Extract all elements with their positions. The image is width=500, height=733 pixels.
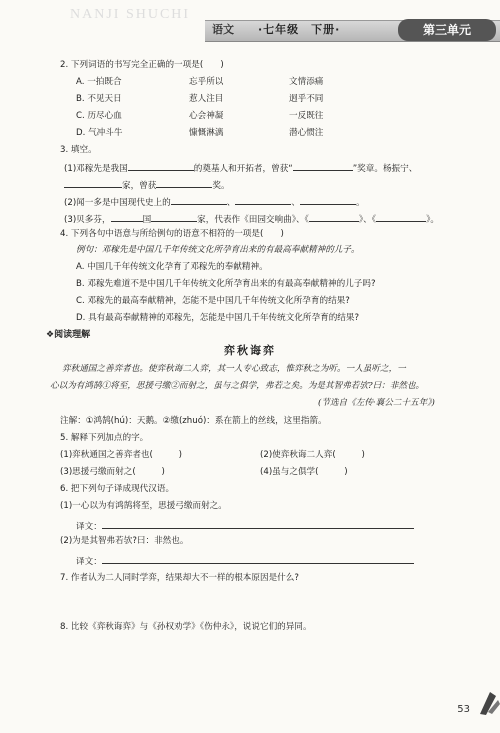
q2-option-c: C. 历尽心血 心会神凝 一反既往 bbox=[76, 111, 324, 121]
q3-line-1: (1)邓稼先是我国 的奠基人和开拓者，曾获“ ”奖章。杨振宁、 bbox=[64, 161, 417, 175]
q8-stem: 8. 比较《弈秋诲弈》与《孙权劝学》《伤仲永》，说说它们的异同。 bbox=[60, 622, 312, 632]
grade-label: ·七年级 下册· bbox=[258, 23, 341, 36]
q6-answer-line-2: 译文： bbox=[76, 554, 414, 568]
q2-option-d: D. 气冲斗牛 慷慨淋漓 潜心惯注 bbox=[76, 128, 324, 138]
translation-input[interactable] bbox=[102, 519, 414, 529]
q4-option-d: D. 具有最高奉献精神的邓稼先，怎能是中国几千年传统文化所孕育的结果? bbox=[76, 313, 360, 323]
fill-blank[interactable] bbox=[171, 195, 227, 205]
q6-sentence-2: (2)为是其智弗若欤?曰：非然也。 bbox=[60, 536, 189, 546]
q2-stem: 2. 下列词语的书写完全正确的一项是( ) bbox=[60, 60, 224, 70]
passage-line-1: 弈秋通国之善弈者也。使弈秋诲二人弈，其一人专心致志，惟弈秋之为听。一人虽听之，一 bbox=[62, 364, 406, 374]
unit-badge: 第三单元 bbox=[398, 19, 496, 41]
passage-note: 注解：①鸿鹄(hú)：天鹅。②缴(zhuó)：系在箭上的丝线，这里指箭。 bbox=[60, 416, 327, 426]
q6-sentence-1: (1)一心以为有鸿鹄将至，思援弓缴而射之。 bbox=[60, 501, 227, 511]
page-header bbox=[0, 0, 500, 44]
passage-title: 弈秋诲弈 bbox=[224, 344, 276, 357]
watermark: NANJI SHUCHI bbox=[70, 7, 191, 22]
fill-blank[interactable] bbox=[111, 212, 143, 222]
q5-stem: 5. 解释下列加点的字。 bbox=[60, 433, 149, 443]
subject-label: 语文 bbox=[212, 23, 234, 36]
fill-blank[interactable] bbox=[128, 161, 194, 171]
fill-blank[interactable] bbox=[156, 178, 212, 188]
q2-option-b: B. 不见天日 惹人注目 迥乎不同 bbox=[76, 94, 324, 104]
q3-line-4: (3)贝多芬， 国 家，代表作《田园交响曲》、《 》、《 》。 bbox=[64, 212, 439, 226]
passage-line-2: 心以为有鸿鹄①将至，思援弓缴②而射之，虽与之俱学，弗若之矣。为是其智弗若欤?曰：非然也。 bbox=[50, 381, 425, 391]
q5-item-1: (1)弈秋通国之善弈者也( ) bbox=[60, 450, 183, 460]
q6-answer-line-1: 译文： bbox=[76, 519, 414, 533]
page-corner-decoration bbox=[476, 686, 500, 716]
q3-stem: 3. 填空。 bbox=[60, 145, 97, 155]
q5-item-3: (3)思援弓缴而射之( ) bbox=[60, 467, 165, 477]
fill-blank[interactable] bbox=[293, 161, 353, 171]
q3-line-2: 家，曾获 奖。 bbox=[64, 178, 230, 192]
translation-input[interactable] bbox=[102, 554, 414, 564]
q3-line-3: (2)闻一多是中国现代史上的 、 、 。 bbox=[64, 195, 365, 209]
q5-item-4: (4)虽与之俱学( ) bbox=[260, 467, 348, 477]
q2-option-a: A. 一拍既合 忘乎所以 文情添痛 bbox=[76, 77, 324, 87]
q4-option-a: A. 中国几千年传统文化孕育了邓稼先的奉献精神。 bbox=[76, 262, 268, 272]
fill-blank[interactable] bbox=[309, 212, 359, 222]
q4-stem: 4. 下列各句中语意与所给例句的语意不相符的一项是( ) bbox=[60, 229, 284, 239]
q6-stem: 6. 把下列句子译成现代汉语。 bbox=[60, 484, 175, 494]
passage-source: (节选自《左传·襄公二十五年》) bbox=[318, 398, 435, 408]
fill-blank[interactable] bbox=[300, 195, 356, 205]
q5-item-2: (2)使弈秋诲二人弈( ) bbox=[260, 450, 365, 460]
q4-option-b: B. 邓稼先难道不是中国几千年传统文化所孕育出来的有最高奉献精神的儿子吗? bbox=[76, 279, 376, 289]
fill-blank[interactable] bbox=[64, 178, 122, 188]
q4-option-c: C. 邓稼先的最高奉献精神，怎能不是中国几千年传统文化所孕育的结果? bbox=[76, 296, 350, 306]
q4-example: 例句：邓稼先是中国几千年传统文化所孕育出来的有最高奉献精神的儿子。 bbox=[76, 245, 360, 255]
page-number: 53 bbox=[457, 704, 470, 715]
fill-blank[interactable] bbox=[151, 212, 197, 222]
fill-blank[interactable] bbox=[235, 195, 291, 205]
reading-section-heading: ❖阅读理解 bbox=[46, 330, 91, 340]
q7-stem: 7. 作者认为二人同时学弈，结果却大不一样的根本原因是什么? bbox=[60, 573, 299, 583]
fill-blank[interactable] bbox=[376, 212, 426, 222]
